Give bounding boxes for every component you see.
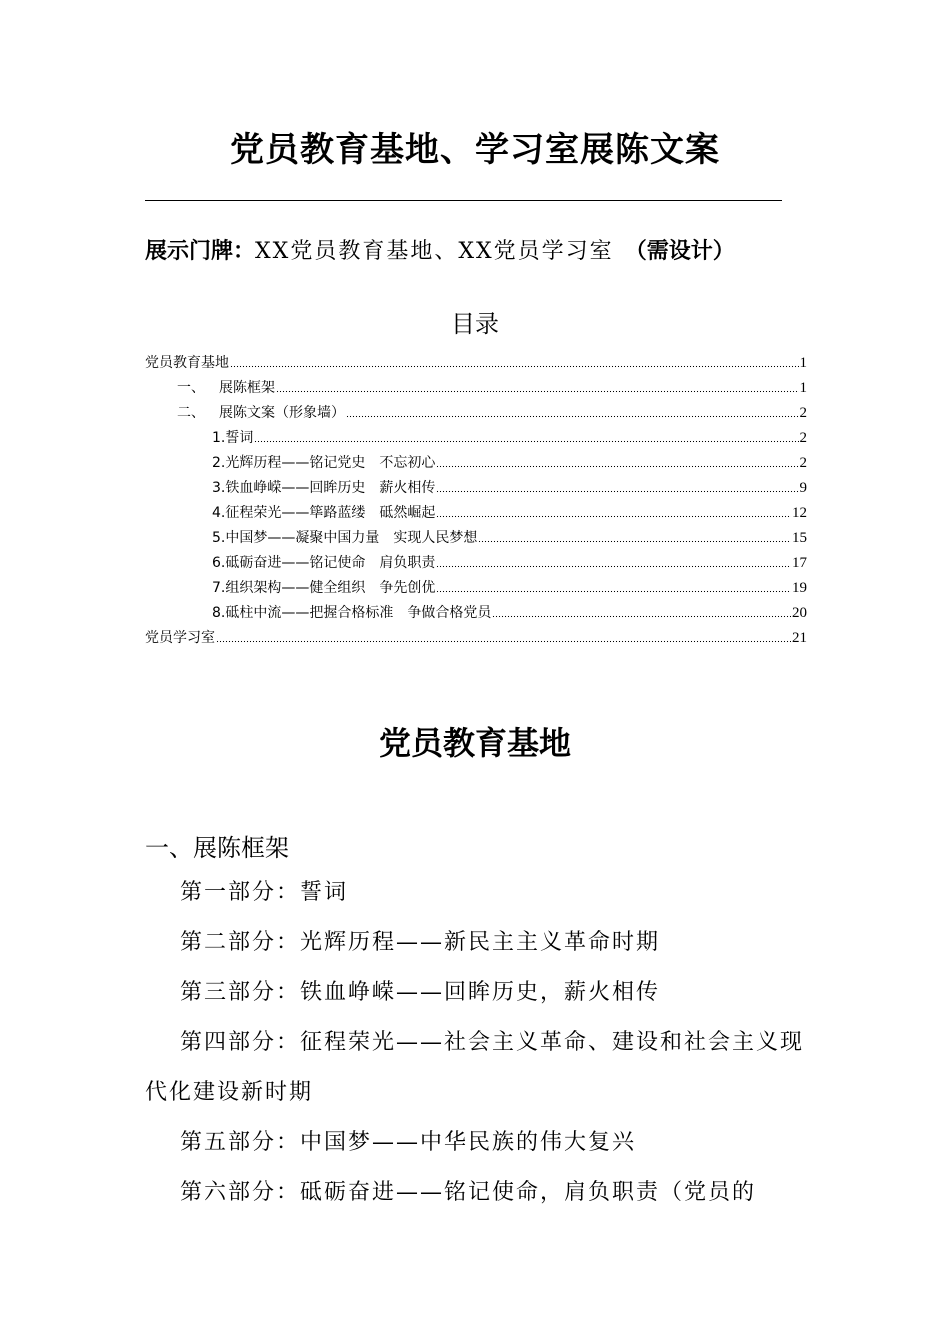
toc-entry-label: 展陈框架 <box>219 380 275 396</box>
plaque-value: XX党员教育基地、XX党员学习室 <box>255 239 614 264</box>
toc-dot-leader <box>346 415 799 418</box>
body-paragraph: 第四部分：征程荣光——社会主义革命、建设和社会主义现代化建设新时期 <box>145 1030 805 1105</box>
toc-entry-label: 7.组织架构——健全组织 争先创优 <box>212 580 436 596</box>
toc-dot-leader <box>436 590 791 593</box>
body-paragraph: 第一部分：誓词 <box>180 880 349 905</box>
body-paragraph: 第五部分：中国梦——中华民族的伟大复兴 <box>180 1130 637 1155</box>
plaque-line <box>145 234 845 265</box>
toc-dot-leader <box>216 640 791 643</box>
plaque-label: 展示门牌： <box>145 238 256 264</box>
toc-title: 目录 <box>451 310 499 338</box>
toc-entry-page: 2 <box>799 430 807 446</box>
toc-entry-page: 17 <box>792 555 807 571</box>
toc-entry[interactable] <box>145 597 807 622</box>
toc-dot-leader <box>254 440 798 443</box>
toc-dot-leader <box>230 365 799 368</box>
toc-entry-label: 2.光辉历程——铭记党史 不忘初心 <box>212 455 436 471</box>
toc-entry-number: 二、 <box>177 405 205 421</box>
toc-entry[interactable] <box>145 547 807 572</box>
toc-entry-label: 5.中国梦——凝聚中国力量 实现人民梦想 <box>212 530 478 546</box>
body-paragraph: 第二部分：光辉历程——新民主主义革命时期 <box>180 930 661 955</box>
table-of-contents <box>145 347 807 647</box>
section-body <box>145 868 810 1218</box>
plaque-note: （需设计） <box>635 238 735 264</box>
document-title: 党员教育基地、学习室展陈文案 <box>230 130 720 170</box>
toc-entry-label: 党员教育基地 <box>145 355 229 371</box>
toc-entry-page: 20 <box>792 605 807 621</box>
toc-entry-page: 19 <box>792 580 807 596</box>
toc-entry-label: 6.砥砺奋进——铭记使命 肩负职责 <box>212 555 436 571</box>
body-paragraph: 第六部分：砥砺奋进——铭记使命，肩负职责（党员的 <box>180 1180 757 1205</box>
title-divider <box>145 200 782 201</box>
section-title: 党员教育基地 <box>378 724 571 762</box>
toc-entry[interactable] <box>145 497 807 522</box>
toc-dot-leader <box>492 615 791 618</box>
toc-entry[interactable] <box>145 622 807 647</box>
toc-entry-page: 1 <box>799 355 807 371</box>
toc-entry-label: 党员学习室 <box>145 630 215 646</box>
toc-dot-leader <box>478 540 791 543</box>
toc-dot-leader <box>436 515 791 518</box>
toc-entry[interactable] <box>145 522 807 547</box>
toc-entry[interactable] <box>145 372 807 397</box>
toc-dot-leader <box>436 465 798 468</box>
toc-entry-label: 展陈文案（形象墙） <box>219 405 345 421</box>
toc-entry-page: 2 <box>799 455 807 471</box>
toc-entry-label: 4.征程荣光——筚路蓝缕 砥然崛起 <box>212 505 436 521</box>
toc-entry-page: 12 <box>792 505 807 521</box>
toc-dot-leader <box>436 565 791 568</box>
toc-entry-page: 9 <box>799 480 807 496</box>
toc-entry-page: 21 <box>792 630 807 646</box>
toc-entry-page: 15 <box>792 530 807 546</box>
toc-entry[interactable] <box>145 447 807 472</box>
toc-entry-page: 1 <box>799 380 807 396</box>
toc-dot-leader <box>436 490 798 493</box>
toc-entry-number: 一、 <box>177 380 205 396</box>
toc-entry[interactable] <box>145 472 807 497</box>
section-heading: 一、展陈框架 <box>145 834 289 862</box>
toc-entry-label: 1.誓词 <box>212 430 254 446</box>
toc-entry[interactable] <box>145 397 807 422</box>
toc-entry-page: 2 <box>799 405 807 421</box>
toc-entry[interactable] <box>145 422 807 447</box>
toc-entry[interactable] <box>145 347 807 372</box>
toc-entry[interactable] <box>145 572 807 597</box>
toc-entry-label: 3.铁血峥嵘——回眸历史 薪火相传 <box>212 480 436 496</box>
toc-entry-label: 8.砥柱中流——把握合格标准 争做合格党员 <box>212 605 492 621</box>
toc-dot-leader <box>276 390 799 393</box>
body-paragraph: 第三部分：铁血峥嵘——回眸历史，薪火相传 <box>180 980 661 1005</box>
